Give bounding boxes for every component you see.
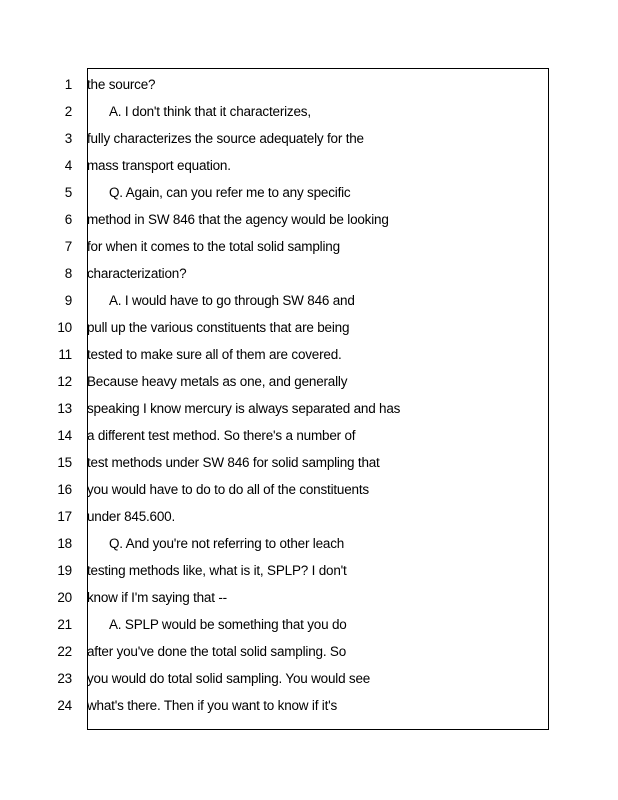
- line-number: 3: [64, 131, 72, 146]
- line-number: 18: [57, 536, 72, 551]
- line-number: 17: [57, 509, 72, 524]
- line-number-column: [40, 74, 72, 722]
- transcript-line: fully characterizes the source adequately for the: [87, 131, 364, 146]
- transcript-line: test methods under SW 846 for solid sampling that: [87, 455, 380, 470]
- transcript-line: pull up the various constituents that are being: [87, 320, 350, 335]
- line-number: 7: [64, 239, 72, 254]
- line-number: 9: [64, 293, 72, 308]
- line-number: 5: [64, 185, 72, 200]
- line-number: 19: [57, 563, 72, 578]
- transcript-line: the source?: [87, 77, 156, 92]
- transcript-line: know if I'm saying that --: [87, 590, 227, 605]
- line-number: 8: [64, 266, 72, 281]
- transcript-line: what's there. Then if you want to know if it's: [87, 698, 338, 713]
- transcript-line: A. I would have to go through SW 846 and: [109, 293, 355, 308]
- transcript-line: characterization?: [87, 266, 187, 281]
- line-number: 4: [64, 158, 72, 173]
- transcript-line: under 845.600.: [87, 509, 176, 524]
- transcript-line: Because heavy metals as one, and generally: [87, 374, 348, 389]
- transcript-line: testing methods like, what is it, SPLP? I don't: [87, 563, 347, 578]
- line-number: 24: [57, 698, 72, 713]
- transcript-line: A. I don't think that it characterizes,: [109, 104, 311, 119]
- line-number: 23: [57, 671, 72, 686]
- transcript-line: after you've done the total solid sampling. So: [87, 644, 347, 659]
- line-number: 21: [57, 617, 72, 632]
- line-number: 6: [64, 212, 72, 227]
- transcript-line: speaking I know mercury is always separated and has: [87, 401, 401, 416]
- transcript-line: A. SPLP would be something that you do: [109, 617, 347, 632]
- transcript-line: method in SW 846 that the agency would be looking: [87, 212, 389, 227]
- line-number: 20: [57, 590, 72, 605]
- transcript-line: you would do total solid sampling. You would see: [87, 671, 371, 686]
- line-number: 1: [64, 77, 72, 92]
- line-number: 13: [57, 401, 72, 416]
- line-number: 11: [58, 347, 72, 362]
- line-number: 22: [57, 644, 72, 659]
- transcript-line: you would have to do to do all of the constituents: [87, 482, 369, 497]
- transcript-line: tested to make sure all of them are covered.: [87, 347, 342, 362]
- transcript-line: a different test method. So there's a number of: [87, 428, 356, 443]
- transcript-line: Q. Again, can you refer me to any specific: [109, 185, 351, 200]
- line-number: 15: [57, 455, 72, 470]
- line-number: 2: [64, 104, 72, 119]
- transcript-line: Q. And you're not referring to other leach: [109, 536, 345, 551]
- line-number: 12: [57, 374, 72, 389]
- line-number: 14: [57, 428, 72, 443]
- line-number: 16: [57, 482, 72, 497]
- line-number: 10: [57, 320, 72, 335]
- transcript-line: for when it comes to the total solid sampling: [87, 239, 340, 254]
- transcript-line: mass transport equation.: [87, 158, 231, 173]
- transcript-text: [87, 74, 547, 722]
